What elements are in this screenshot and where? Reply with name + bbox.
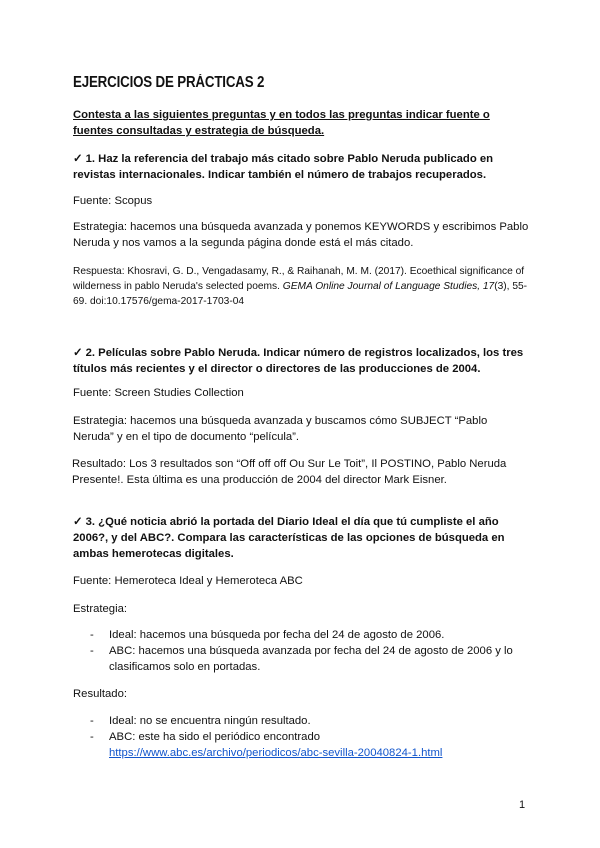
q3-estrategia-label: Estrategia:: [73, 603, 128, 615]
q1-respuesta-text: Respuesta: Khosravi, G. D., Vengadasamy, R., & Raihanah, M. M. (2017). Ecoethical significance of wilderness in pablo Neruda's selected poems.: [73, 266, 525, 292]
bullet-dash: -: [90, 629, 94, 641]
q1-respuesta-doi: (3), 55-69. doi:10.17576/gema-2017-1703-04: [73, 281, 528, 307]
list-item-text: ABC: hacemos una búsqueda avanzada por fecha del 24 de agosto de 2006 y lo clasificamos solo en portadas.: [109, 645, 513, 673]
list-item-text: Ideal: hacemos una búsqueda por fecha del 24 de agosto de 2006.: [109, 629, 445, 641]
q1-respuesta: [73, 264, 533, 309]
q3-resultado-label: Resultado:: [73, 688, 128, 700]
bullet-dash: -: [90, 715, 94, 727]
bullet-dash: -: [90, 731, 94, 743]
page-number: 1: [519, 799, 526, 811]
intro-instructions: Contesta a las siguientes preguntas y en todos las preguntas indicar fuente o fuentes consultadas y estrategia de búsqueda.: [73, 109, 490, 137]
list-item-text: Ideal: no se encuentra ningún resultado.: [109, 715, 311, 727]
q1-journal-title: GEMA Online Journal of Language Studies, 17: [282, 281, 495, 292]
question-2: ✓ 2. Películas sobre Pablo Neruda. Indicar número de registros localizados, los tres títulos más recientes y el director o directores de las producciones de 2004.: [73, 347, 524, 375]
q1-estrategia: Estrategia: hacemos una búsqueda avanzada y ponemos KEYWORDS y escribimos Pablo Neruda y nos vamos a la segunda página donde está el más citado.: [73, 221, 529, 249]
q2-resultado: Resultado: Los 3 resultados son “Off off off Ou Sur Le Toit”, Il POSTINO, Pablo Neruda Presente!. Esta última es una producción de 2004 del director Mark Eisner.: [72, 458, 507, 486]
q2-estrategia: Estrategia: hacemos una búsqueda avanzada y buscamos cómo SUBJECT “Pablo Neruda” y en el tipo de documento “película”.: [73, 415, 488, 443]
page-title: EJERCICIOS DE PRÁCTICAS 2: [73, 74, 265, 91]
list-item-text: ABC: este ha sido el periódico encontrado: [109, 731, 321, 743]
q2-fuente: Fuente: Screen Studies Collection: [73, 387, 244, 399]
abc-archive-link[interactable]: https://www.abc.es/archivo/periodicos/abc-sevilla-20040824-1.html: [109, 747, 443, 759]
question-1: ✓ 1. Haz la referencia del trabajo más citado sobre Pablo Neruda publicado en revistas internacionales. Indicar también el número de trabajos recuperados.: [73, 153, 494, 181]
bullet-dash: -: [90, 645, 94, 657]
q1-fuente: Fuente: Scopus: [73, 195, 153, 207]
question-3: ✓ 3. ¿Qué noticia abrió la portada del Diario Ideal el día que tú cumpliste el año 2006?, y del ABC?. Compara las características de las opciones de búsqueda en ambas hemerotecas digitales.: [73, 516, 505, 560]
q3-fuente: Fuente: Hemeroteca Ideal y Hemeroteca ABC: [73, 575, 303, 587]
